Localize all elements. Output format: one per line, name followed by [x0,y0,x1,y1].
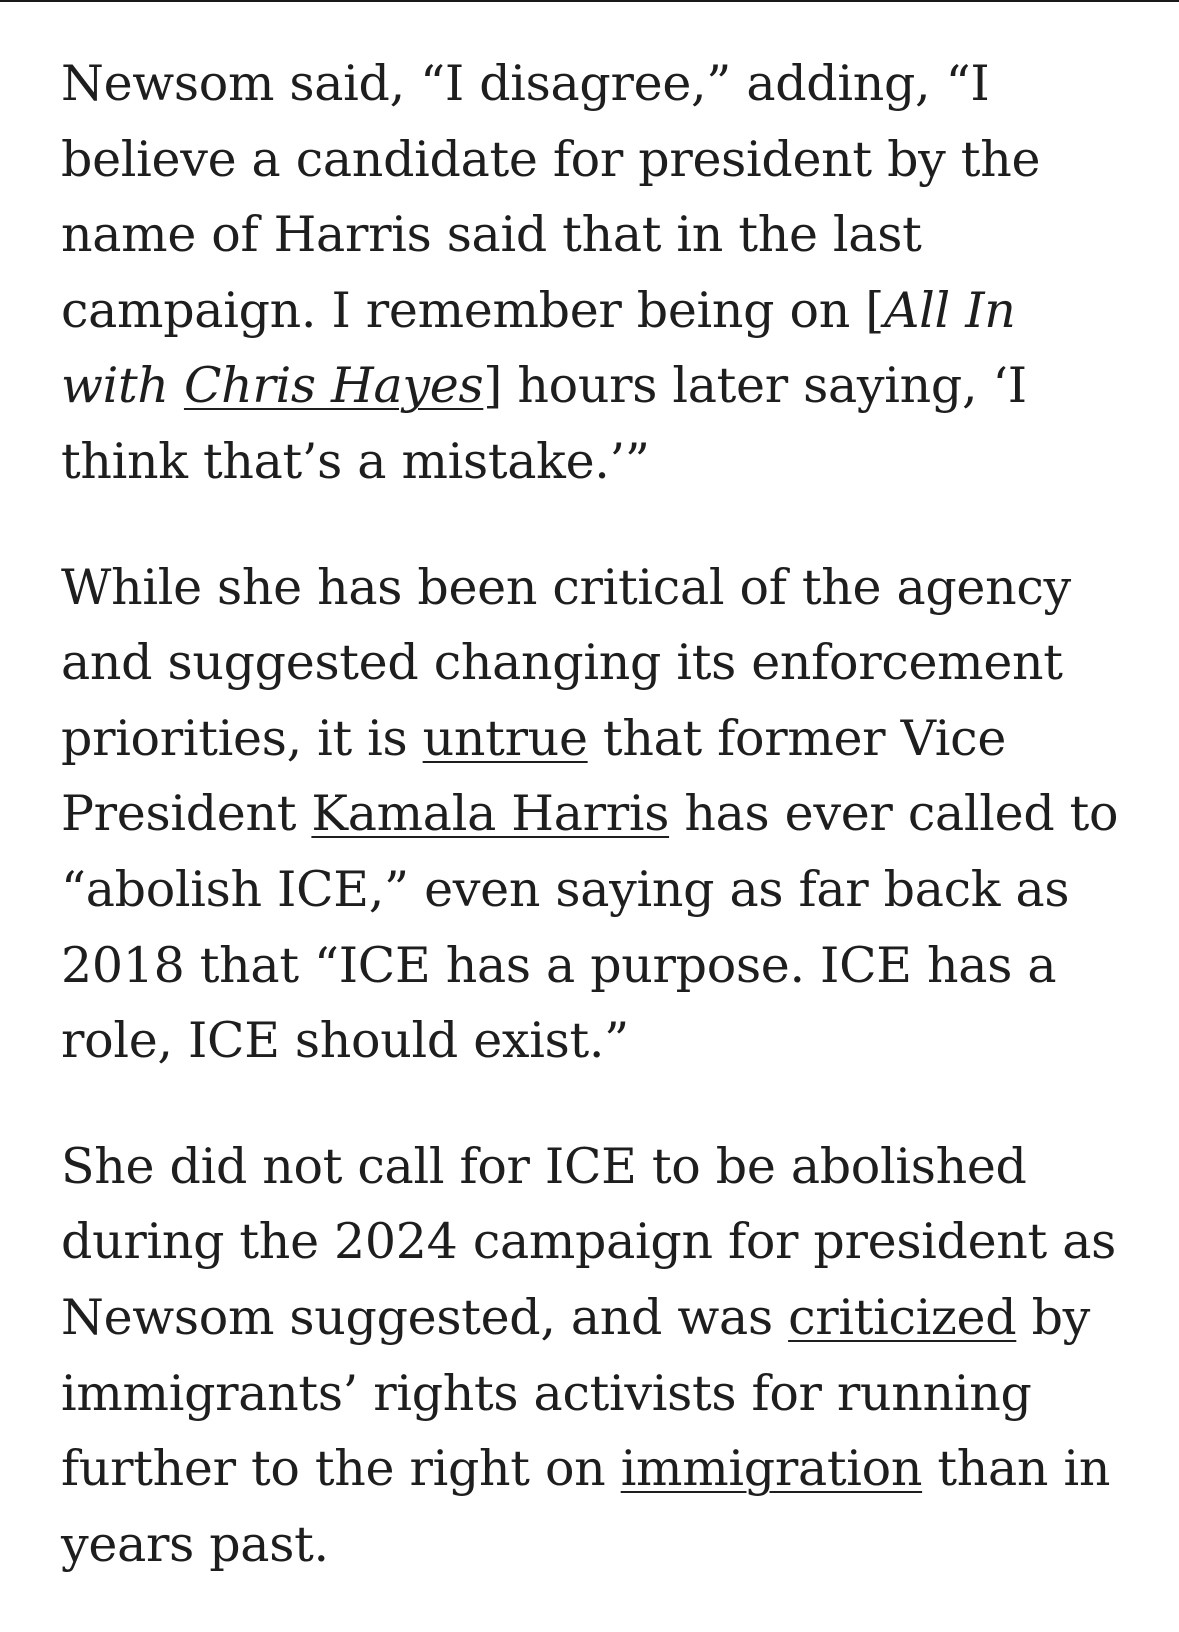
p2-text-2: that former Vice President [61,709,1007,843]
paragraph-1 [61,46,1131,500]
p3-text-1: She did not call for ICE to be abolished during the 2024 campaign for president as Newsom suggested, and was [61,1137,1116,1346]
kamala-harris-link[interactable]: Kamala Harris [311,785,670,843]
p3-text-3: than in years past. [61,1440,1111,1573]
untrue-link[interactable]: untrue [422,709,588,767]
show-title-text: All In with [61,281,1016,415]
p2-text-3: has ever called to “abolish ICE,” even saying as far back as 2018 that “ICE has a purpose. ICE has a role, ICE should exist.” [61,785,1119,1070]
p1-text-1: Newsom said, “I disagree,” adding, “I believe a candidate for president by the name of Harris said that in the last campaign. I remember being on [ [61,55,1041,339]
article-body [61,46,1131,1632]
paragraph-2 [61,550,1131,1079]
p2-text-1: While she has been critical of the agency and suggested changing its enforcement priorities, it is [61,558,1071,767]
criticized-link[interactable]: criticized [788,1288,1017,1346]
chris-hayes-link[interactable]: Chris Hayes [183,357,484,415]
paragraph-3 [61,1129,1131,1583]
immigration-link[interactable]: immigration [620,1440,923,1498]
top-divider [0,0,1179,2]
p1-text-2: ] hours later saying, ‘I think that’s a mistake.’” [61,357,1027,490]
p3-text-2: by immigrants’ rights activists for running further to the right on [61,1288,1091,1498]
